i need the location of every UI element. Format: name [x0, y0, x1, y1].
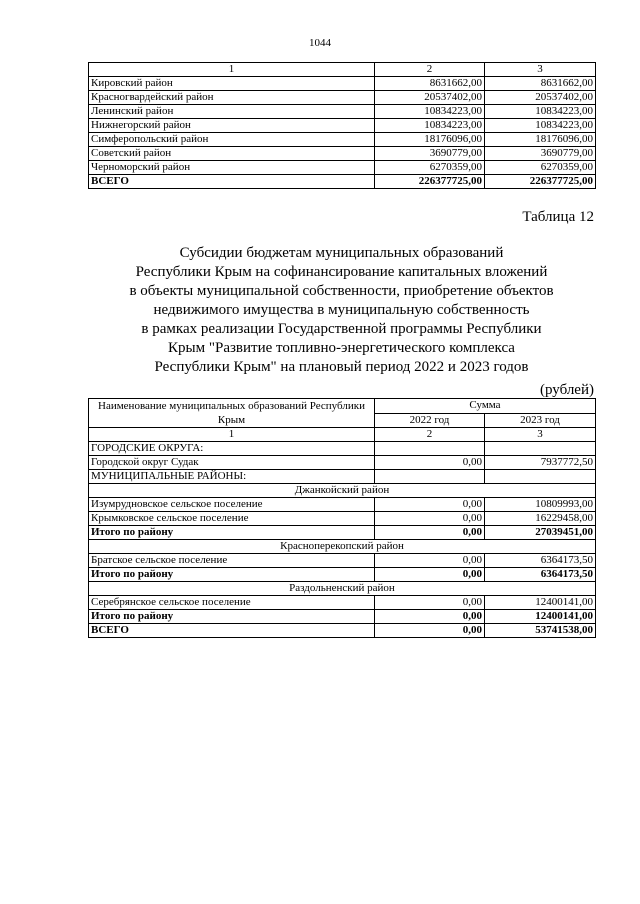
grand-total-2022: 0,00: [375, 624, 485, 638]
district-total-2022: 0,00: [375, 526, 485, 540]
table-row: [89, 161, 596, 175]
units-label: (рублей): [539, 382, 594, 398]
title-line: Крым "Развитие топливно-энергетического комплекса: [168, 340, 515, 356]
title-line: недвижимого имущества в муниципальную собственность: [153, 302, 530, 318]
row-name: Серебрянское сельское поселение: [89, 596, 375, 610]
column-number-2: 2: [375, 63, 485, 77]
grand-total-row: [89, 624, 596, 638]
row-value-2022: 10834223,00: [375, 119, 485, 133]
title-line: Субсидии бюджетам муниципальных образований: [179, 245, 504, 261]
row-value-2022: 0,00: [375, 554, 485, 568]
table-row: [89, 596, 596, 610]
district-total-label: Итого по району: [89, 526, 375, 540]
empty-cell: [485, 442, 596, 456]
page-number: 1044: [309, 37, 331, 49]
total-value-2022: 226377725,00: [375, 175, 485, 189]
row-value-2023: 7937772,50: [485, 456, 596, 470]
row-name: Кировский район: [89, 77, 375, 91]
district-total-row: [89, 610, 596, 624]
row-name: Крымковское сельское поселение: [89, 512, 375, 526]
municipality-name-header: Наименование муниципальных образований Республики Крым: [89, 399, 375, 428]
table-row: [89, 147, 596, 161]
sum-header: Сумма: [375, 399, 596, 414]
subsidy-table-12: [88, 398, 596, 638]
row-value-2022: 8631662,00: [375, 77, 485, 91]
year-2022-header: 2022 год: [375, 413, 485, 428]
district-total-2023: 12400141,00: [485, 610, 596, 624]
title-line: в рамках реализации Государственной программы Республики: [141, 321, 542, 337]
row-value-2023: 12400141,00: [485, 596, 596, 610]
district-header-row: [89, 540, 596, 554]
row-value-2022: 10834223,00: [375, 105, 485, 119]
row-value-2022: 0,00: [375, 512, 485, 526]
district-title: Раздольненский район: [89, 582, 596, 596]
district-total-2023: 27039451,00: [485, 526, 596, 540]
grand-total-2023: 53741538,00: [485, 624, 596, 638]
row-name: Симферопольский район: [89, 133, 375, 147]
row-value-2022: 0,00: [375, 456, 485, 470]
row-value-2022: 0,00: [375, 596, 485, 610]
table-row: [89, 77, 596, 91]
table-header-row: [89, 399, 596, 414]
table-row: [89, 133, 596, 147]
row-value-2023: 6270359,00: [485, 161, 596, 175]
section-header-row: [89, 470, 596, 484]
district-total-2023: 6364173,50: [485, 568, 596, 582]
municipal-districts-header: МУНИЦИПАЛЬНЫЕ РАЙОНЫ:: [89, 470, 375, 484]
district-header-row: [89, 582, 596, 596]
title-line: в объекты муниципальной собственности, приобретение объектов: [129, 283, 554, 299]
row-value-2022: 20537402,00: [375, 91, 485, 105]
row-value-2023: 6364173,50: [485, 554, 596, 568]
row-name: Ленинский район: [89, 105, 375, 119]
numbering-row: [89, 428, 596, 442]
row-value-2023: 20537402,00: [485, 91, 596, 105]
subsidy-table-continued: [88, 62, 596, 189]
urban-districts-header: ГОРОДСКИЕ ОКРУГА:: [89, 442, 375, 456]
row-name: Нижнегорский район: [89, 119, 375, 133]
row-value-2023: 18176096,00: [485, 133, 596, 147]
row-value-2023: 3690779,00: [485, 147, 596, 161]
row-name: Советский район: [89, 147, 375, 161]
table-row: [89, 105, 596, 119]
column-number-3: 3: [485, 428, 596, 442]
total-label: ВСЕГО: [89, 175, 375, 189]
district-total-row: [89, 526, 596, 540]
row-value-2022: 6270359,00: [375, 161, 485, 175]
row-value-2023: 8631662,00: [485, 77, 596, 91]
row-value-2023: 10834223,00: [485, 119, 596, 133]
row-name: Изумрудновское сельское поселение: [89, 498, 375, 512]
column-number-1: 1: [89, 63, 375, 77]
table-row: [89, 554, 596, 568]
row-name: Красногвардейский район: [89, 91, 375, 105]
row-name: Городской округ Судак: [89, 456, 375, 470]
district-header-row: [89, 484, 596, 498]
title-line: Республики Крым на софинансирование капитальных вложений: [135, 264, 548, 280]
district-total-label: Итого по району: [89, 568, 375, 582]
district-total-label: Итого по району: [89, 610, 375, 624]
row-value-2022: 3690779,00: [375, 147, 485, 161]
row-value-2022: 18176096,00: [375, 133, 485, 147]
empty-cell: [485, 470, 596, 484]
district-total-row: [89, 568, 596, 582]
row-value-2023: 10834223,00: [485, 105, 596, 119]
empty-cell: [375, 442, 485, 456]
total-value-2023: 226377725,00: [485, 175, 596, 189]
section-header-row: [89, 442, 596, 456]
district-total-2022: 0,00: [375, 610, 485, 624]
table-row: [89, 119, 596, 133]
table-row: [89, 512, 596, 526]
district-title: Джанкойский район: [89, 484, 596, 498]
column-number-1: 1: [89, 428, 375, 442]
total-row: [89, 175, 596, 189]
column-number-2: 2: [375, 428, 485, 442]
table-title: [88, 244, 595, 377]
row-name: Братское сельское поселение: [89, 554, 375, 568]
table-row: [89, 91, 596, 105]
grand-total-label: ВСЕГО: [89, 624, 375, 638]
row-name: Черноморский район: [89, 161, 375, 175]
title-line: Республики Крым" на плановый период 2022 и 2023 годов: [154, 359, 529, 375]
table-row: [89, 456, 596, 470]
row-value-2022: 0,00: [375, 498, 485, 512]
table-label: Таблица 12: [522, 209, 594, 225]
row-value-2023: 16229458,00: [485, 512, 596, 526]
district-total-2022: 0,00: [375, 568, 485, 582]
table-header-row: [89, 63, 596, 77]
column-number-3: 3: [485, 63, 596, 77]
district-title: Красноперекопский район: [89, 540, 596, 554]
year-2023-header: 2023 год: [485, 413, 596, 428]
table-row: [89, 498, 596, 512]
empty-cell: [375, 470, 485, 484]
row-value-2023: 10809993,00: [485, 498, 596, 512]
